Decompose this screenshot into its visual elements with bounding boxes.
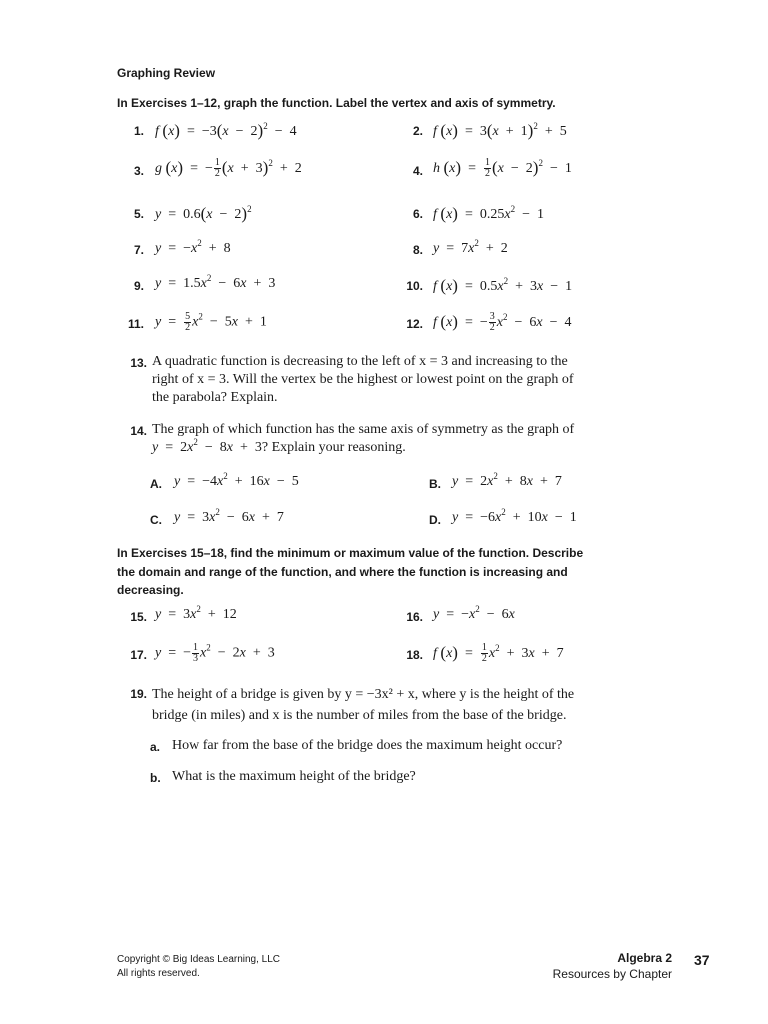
book-subtitle: Resources by Chapter bbox=[552, 967, 672, 981]
exercise-14-suffix: ? Explain your reasoning. bbox=[261, 440, 406, 455]
instructions-min-max: In Exercises 15–18, find the minimum or maximum value of the function. Describe the domain and range of the function, and where the function is increasing and decreasing. bbox=[117, 546, 584, 597]
exercise-number-3: 3. bbox=[133, 164, 144, 178]
footer-copyright bbox=[117, 953, 280, 981]
exercise-number-12: 12. bbox=[406, 317, 423, 331]
exercise-number-17: 17. bbox=[130, 648, 147, 662]
exercise-19-text: The height of a bridge is given by y = −3x² + x, where y is the height of the bridge (in miles) and x is the number of miles from the base of the bridge. bbox=[152, 687, 575, 723]
exercise-number-18: 18. bbox=[406, 648, 423, 662]
exercise-number-5: 5. bbox=[133, 207, 144, 221]
exercise-17-equation: y = − $\frac{1}{3}$ $x^2 - 2x + 3$ bbox=[155, 642, 275, 664]
option-label-c: C. bbox=[150, 513, 162, 527]
exercise-number-19: 19. bbox=[130, 687, 147, 701]
exercise-number-1: 1. bbox=[133, 124, 144, 138]
option-label-d: D. bbox=[429, 513, 441, 527]
exercise-number-9: 9. bbox=[133, 279, 144, 293]
option-d-equation: $y = -6x^2 + 10x - 1$ bbox=[452, 507, 577, 525]
exercise-number-6: 6. bbox=[412, 207, 423, 221]
exercise-number-10: 10. bbox=[406, 279, 423, 293]
exercise-4-equation: h (x) = $\frac{1}{2}$ $(x - 2)^2 - 1$ bbox=[433, 157, 572, 180]
exercise-number-11: 11. bbox=[127, 317, 144, 331]
exercise-19b-label: b. bbox=[150, 771, 161, 785]
exercise-10-equation: f $(x) = 0.5x^2 + 3x - 1$ bbox=[433, 276, 573, 295]
exercise-number-7: 7. bbox=[133, 243, 144, 257]
exercise-number-2: 2. bbox=[412, 124, 423, 138]
exercise-8-equation: $y = 7x^2 + 2$ bbox=[433, 238, 508, 256]
exercise-6-equation: f $(x) = 0.25x^2 - 1$ bbox=[433, 204, 544, 223]
option-b-equation: $y = 2x^2 + 8x + 7$ bbox=[452, 471, 562, 489]
exercise-7-equation: $y = -x^2 + 8$ bbox=[155, 238, 231, 256]
book-title: Algebra 2 bbox=[617, 951, 672, 965]
exercise-1-equation: f $(x) = -3(x - 2)^2 - 4$ bbox=[155, 121, 297, 140]
exercise-5-equation: $y = 0.6(x - 2)^2$ bbox=[155, 204, 252, 223]
exercise-number-4: 4. bbox=[412, 164, 423, 178]
page-number: 37 bbox=[694, 952, 710, 968]
rights-text: All rights reserved. bbox=[117, 968, 200, 979]
exercise-number-13: 13. bbox=[130, 356, 147, 370]
exercise-13-text: A quadratic function is decreasing to the left of x = 3 and increasing to the right of x = 3. Will the vertex be the highest or lowest point on the graph of the parabola? Explain. bbox=[152, 354, 574, 405]
exercise-9-equation: $y = 1.5x^2 - 6x + 3$ bbox=[155, 273, 276, 291]
exercise-19a-text: How far from the base of the bridge does the maximum height occur? bbox=[172, 738, 563, 753]
exercise-number-15: 15. bbox=[130, 610, 147, 624]
exercise-3-equation: g (x) = − $\frac{1}{2}$ $(x + 3)^2 + 2$ bbox=[155, 157, 302, 180]
instructions-graphing: In Exercises 1–12, graph the function. Label the vertex and axis of symmetry. bbox=[117, 96, 556, 110]
exercise-11-equation: y = $\frac{5}{2}$ $x^2 - 5x + 1$ bbox=[155, 311, 267, 333]
copyright-text: Copyright © Big Ideas Learning, LLC bbox=[117, 954, 281, 965]
option-c-equation: $y = 3x^2 - 6x + 7$ bbox=[174, 507, 284, 525]
exercise-12-equation: f (x) = − $\frac{3}{2}$ $x^2 - 6x - 4$ bbox=[433, 311, 572, 334]
exercise-number-8: 8. bbox=[412, 243, 423, 257]
exercise-19b-text: What is the maximum height of the bridge? bbox=[172, 769, 416, 784]
exercise-16-equation: $y = -x^2 - 6x$ bbox=[433, 604, 515, 622]
option-label-a: A. bbox=[150, 477, 162, 491]
option-a-equation: $y = -4x^2 + 16x - 5$ bbox=[174, 471, 299, 489]
section-title: Graphing Review bbox=[117, 66, 216, 80]
option-label-b: B. bbox=[429, 477, 441, 491]
exercise-number-14: 14. bbox=[130, 424, 147, 438]
exercise-14-text: The graph of which function has the same axis of symmetry as the graph of $y = 2x^2 - 8x + 3$? Explain your reasoning. bbox=[152, 422, 575, 455]
exercise-2-equation: f $(x) = 3(x + 1)^2 + 5$ bbox=[433, 121, 567, 140]
exercise-19a-label: a. bbox=[150, 740, 161, 754]
exercise-15-equation: $y = 3x^2 + 12$ bbox=[155, 604, 237, 622]
exercise-18-equation: f (x) = $\frac{1}{2}$ $x^2 + 3x + 7$ bbox=[433, 642, 564, 665]
exercise-14-prefix: The graph of which function has the same axis of symmetry as the graph of bbox=[152, 422, 575, 437]
exercise-number-16: 16. bbox=[406, 610, 423, 624]
